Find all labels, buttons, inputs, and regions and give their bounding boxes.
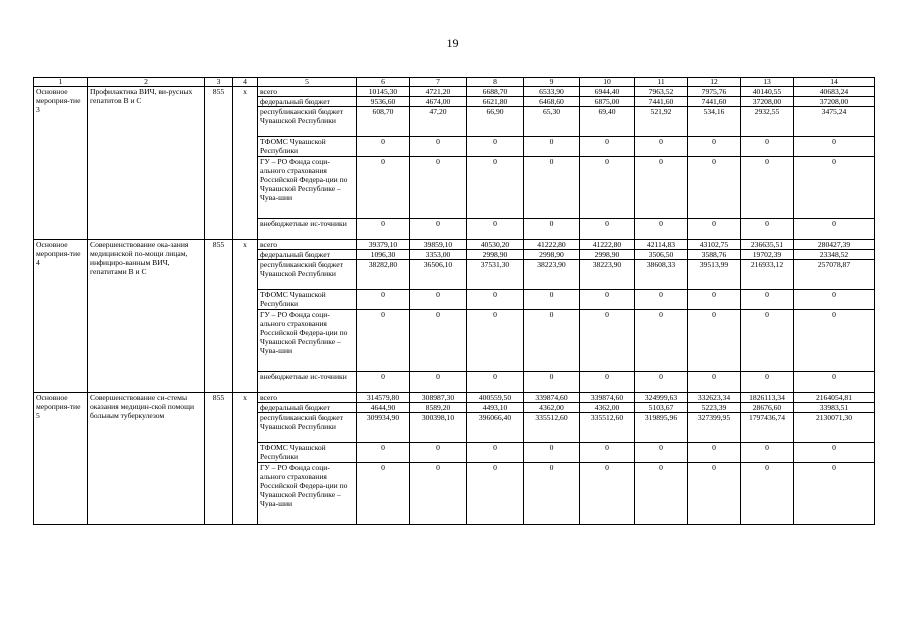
value-cell: 0 [357, 290, 410, 310]
value-cell: 3475,24 [794, 107, 875, 137]
value-cell: 280427,39 [794, 240, 875, 250]
value-cell: 0 [688, 372, 741, 393]
value-cell: 0 [794, 463, 875, 525]
value-cell: 8589,20 [410, 403, 467, 413]
value-cell: 0 [635, 219, 688, 240]
value-cell: 38223,90 [524, 260, 580, 290]
marker-cell: x [233, 240, 258, 393]
value-cell: 0 [741, 157, 794, 219]
funding-source-cell: ТФОМС Чувашской Республики [258, 443, 357, 463]
value-cell: 236635,51 [741, 240, 794, 250]
value-cell: 257078,87 [794, 260, 875, 290]
value-cell: 0 [357, 137, 410, 157]
value-cell: 400559,50 [467, 393, 524, 403]
value-cell: 0 [741, 463, 794, 525]
value-cell: 1797436,74 [741, 413, 794, 443]
header-cell-11: 11 [635, 78, 688, 87]
value-cell: 0 [524, 219, 580, 240]
value-cell: 10145,30 [357, 87, 410, 97]
value-cell: 0 [741, 219, 794, 240]
table-row [34, 240, 875, 250]
value-cell: 0 [635, 137, 688, 157]
value-cell: 1096,30 [357, 250, 410, 260]
value-cell: 0 [410, 290, 467, 310]
value-cell: 2998,90 [524, 250, 580, 260]
value-cell: 40140,55 [741, 87, 794, 97]
value-cell: 6875,00 [580, 97, 635, 107]
value-cell: 534,16 [688, 107, 741, 137]
funding-source-cell: всего [258, 393, 357, 403]
value-cell: 43102,75 [688, 240, 741, 250]
value-cell: 0 [580, 443, 635, 463]
value-cell: 0 [524, 137, 580, 157]
header-cell-1: 1 [34, 78, 88, 87]
value-cell: 2998,90 [467, 250, 524, 260]
value-cell: 6944,40 [580, 87, 635, 97]
value-cell: 3353,00 [410, 250, 467, 260]
value-cell: 216933,12 [741, 260, 794, 290]
value-cell: 0 [741, 290, 794, 310]
value-cell: 319895,96 [635, 413, 688, 443]
event-name-cell: Основное мероприя-тие 4 [34, 240, 88, 393]
value-cell: 332623,34 [688, 393, 741, 403]
value-cell: 0 [741, 310, 794, 372]
event-description-cell: Совершенствование си-стемы оказания медицин-ской помощи больным туберкулезом [88, 393, 205, 525]
value-cell: 0 [580, 372, 635, 393]
header-cell-5: 5 [258, 78, 357, 87]
value-cell: 0 [357, 219, 410, 240]
value-cell: 38608,33 [635, 260, 688, 290]
value-cell: 39379,10 [357, 240, 410, 250]
value-cell: 0 [635, 443, 688, 463]
value-cell: 0 [741, 443, 794, 463]
value-cell: 37208,00 [741, 97, 794, 107]
value-cell: 0 [524, 443, 580, 463]
value-cell: 0 [741, 372, 794, 393]
value-cell: 39513,99 [688, 260, 741, 290]
value-cell: 0 [794, 310, 875, 372]
value-cell: 39859,10 [410, 240, 467, 250]
marker-cell: x [233, 87, 258, 240]
value-cell: 38282,80 [357, 260, 410, 290]
value-cell: 7963,52 [635, 87, 688, 97]
value-cell: 339874,60 [580, 393, 635, 403]
header-cell-2: 2 [88, 78, 205, 87]
value-cell: 5223,39 [688, 403, 741, 413]
value-cell: 0 [635, 290, 688, 310]
value-cell: 2998,90 [580, 250, 635, 260]
value-cell: 4493,10 [467, 403, 524, 413]
event-description-cell: Совершенствование ока-зания медицинской по-мощи лицам, инфициро-ванным ВИЧ, гепатитами В и С [88, 240, 205, 393]
value-cell: 0 [524, 372, 580, 393]
value-cell: 0 [410, 443, 467, 463]
value-cell: 3588,76 [688, 250, 741, 260]
value-cell: 3506,50 [635, 250, 688, 260]
value-cell: 0 [580, 219, 635, 240]
value-cell: 0 [688, 310, 741, 372]
value-cell: 41222,80 [524, 240, 580, 250]
value-cell: 23348,52 [794, 250, 875, 260]
marker-cell: x [233, 393, 258, 525]
value-cell: 4362,00 [524, 403, 580, 413]
value-cell: 0 [794, 290, 875, 310]
value-cell: 0 [467, 219, 524, 240]
funding-source-cell: федеральный бюджет [258, 250, 357, 260]
value-cell: 309934,90 [357, 413, 410, 443]
value-cell: 327399,95 [688, 413, 741, 443]
funding-source-cell: республиканский бюджет Чувашской Республики [258, 260, 357, 290]
value-cell: 308987,30 [410, 393, 467, 403]
header-cell-4: 4 [233, 78, 258, 87]
value-cell: 9536,60 [357, 97, 410, 107]
value-cell: 4721,20 [410, 87, 467, 97]
event-name-cell: Основное мероприя-тие 3 [34, 87, 88, 240]
table-header-row [34, 78, 875, 87]
funding-source-cell: ГУ – РО Фонда соци-ального страхования Российской Федера-ции по Чувашской Республике – Чува-шии [258, 463, 357, 525]
value-cell: 0 [467, 463, 524, 525]
value-cell: 0 [635, 310, 688, 372]
value-cell: 0 [467, 443, 524, 463]
value-cell: 0 [688, 137, 741, 157]
value-cell: 40530,20 [467, 240, 524, 250]
value-cell: 0 [580, 137, 635, 157]
value-cell: 0 [410, 137, 467, 157]
value-cell: 6621,80 [467, 97, 524, 107]
header-cell-14: 14 [794, 78, 875, 87]
budget-table [33, 77, 875, 525]
value-cell: 42114,83 [635, 240, 688, 250]
value-cell: 5103,67 [635, 403, 688, 413]
event-description-cell: Профилактика ВИЧ, ви-русных гепатитов В и С [88, 87, 205, 240]
value-cell: 0 [357, 310, 410, 372]
funding-source-cell: всего [258, 240, 357, 250]
value-cell: 0 [688, 157, 741, 219]
value-cell: 0 [410, 463, 467, 525]
code-cell: 855 [205, 87, 233, 240]
value-cell: 69,40 [580, 107, 635, 137]
value-cell: 6688,70 [467, 87, 524, 97]
value-cell: 0 [410, 310, 467, 372]
value-cell: 0 [467, 290, 524, 310]
page-number: 19 [446, 36, 459, 50]
value-cell: 0 [794, 372, 875, 393]
value-cell: 7441,60 [635, 97, 688, 107]
header-cell-12: 12 [688, 78, 741, 87]
value-cell: 38223,90 [580, 260, 635, 290]
value-cell: 0 [580, 290, 635, 310]
value-cell: 0 [410, 157, 467, 219]
value-cell: 0 [467, 157, 524, 219]
value-cell: 0 [357, 157, 410, 219]
funding-source-cell: ТФОМС Чувашской Республики [258, 290, 357, 310]
value-cell: 28676,60 [741, 403, 794, 413]
value-cell: 0 [467, 137, 524, 157]
funding-source-cell: федеральный бюджет [258, 403, 357, 413]
value-cell: 396066,40 [467, 413, 524, 443]
event-name-cell: Основное мероприя-тие 5 [34, 393, 88, 525]
value-cell: 0 [580, 157, 635, 219]
value-cell: 4362,00 [580, 403, 635, 413]
value-cell: 0 [688, 463, 741, 525]
code-cell: 855 [205, 240, 233, 393]
value-cell: 324999,63 [635, 393, 688, 403]
funding-source-cell: республиканский бюджет Чувашской Республики [258, 107, 357, 137]
value-cell: 314579,80 [357, 393, 410, 403]
value-cell: 0 [357, 443, 410, 463]
value-cell: 0 [688, 290, 741, 310]
value-cell: 0 [794, 157, 875, 219]
value-cell: 0 [524, 463, 580, 525]
value-cell: 0 [467, 372, 524, 393]
value-cell: 33983,51 [794, 403, 875, 413]
value-cell: 339874,60 [524, 393, 580, 403]
funding-source-cell: ТФОМС Чувашской Республики [258, 137, 357, 157]
value-cell: 40683,24 [794, 87, 875, 97]
value-cell: 7975,76 [688, 87, 741, 97]
funding-source-cell: ГУ – РО Фонда соци-ального страхования Российской Федера-ции по Чувашской Республике – Чува-шии [258, 310, 357, 372]
value-cell: 521,92 [635, 107, 688, 137]
value-cell: 0 [635, 157, 688, 219]
value-cell: 19702,39 [741, 250, 794, 260]
value-cell: 608,70 [357, 107, 410, 137]
table-row [34, 87, 875, 97]
value-cell: 47,20 [410, 107, 467, 137]
value-cell: 0 [794, 443, 875, 463]
value-cell: 66,90 [467, 107, 524, 137]
header-cell-9: 9 [524, 78, 580, 87]
value-cell: 37531,30 [467, 260, 524, 290]
value-cell: 0 [357, 463, 410, 525]
value-cell: 2164054,81 [794, 393, 875, 403]
value-cell: 2932,55 [741, 107, 794, 137]
value-cell: 0 [794, 137, 875, 157]
value-cell: 6468,60 [524, 97, 580, 107]
value-cell: 0 [794, 219, 875, 240]
value-cell: 0 [741, 137, 794, 157]
header-cell-10: 10 [580, 78, 635, 87]
value-cell: 0 [357, 372, 410, 393]
value-cell: 1826113,34 [741, 393, 794, 403]
value-cell: 36506,10 [410, 260, 467, 290]
value-cell: 0 [580, 463, 635, 525]
value-cell: 41222,80 [580, 240, 635, 250]
value-cell: 0 [635, 463, 688, 525]
table-row [34, 393, 875, 403]
value-cell: 6533,90 [524, 87, 580, 97]
value-cell: 300398,10 [410, 413, 467, 443]
value-cell: 4674,00 [410, 97, 467, 107]
header-cell-6: 6 [357, 78, 410, 87]
funding-source-cell: внебюджетные ис-точники [258, 372, 357, 393]
funding-source-cell: внебюджетные ис-точники [258, 219, 357, 240]
header-cell-8: 8 [467, 78, 524, 87]
value-cell: 65,30 [524, 107, 580, 137]
value-cell: 0 [467, 310, 524, 372]
value-cell: 0 [524, 310, 580, 372]
value-cell: 0 [635, 372, 688, 393]
value-cell: 0 [410, 372, 467, 393]
header-cell-3: 3 [205, 78, 233, 87]
value-cell: 0 [688, 443, 741, 463]
funding-source-cell: республиканский бюджет Чувашской Республики [258, 413, 357, 443]
value-cell: 335512,60 [580, 413, 635, 443]
header-cell-7: 7 [410, 78, 467, 87]
value-cell: 0 [410, 219, 467, 240]
funding-source-cell: ГУ – РО Фонда соци-ального страхования Российской Федера-ции по Чувашской Республике – Чува-шии [258, 157, 357, 219]
value-cell: 0 [524, 290, 580, 310]
value-cell: 7441,60 [688, 97, 741, 107]
funding-source-cell: всего [258, 87, 357, 97]
value-cell: 0 [580, 310, 635, 372]
funding-source-cell: федеральный бюджет [258, 97, 357, 107]
value-cell: 37208,00 [794, 97, 875, 107]
value-cell: 4644,90 [357, 403, 410, 413]
header-cell-13: 13 [741, 78, 794, 87]
value-cell: 335512,60 [524, 413, 580, 443]
code-cell: 855 [205, 393, 233, 525]
value-cell: 0 [524, 157, 580, 219]
value-cell: 2130071,30 [794, 413, 875, 443]
value-cell: 0 [688, 219, 741, 240]
